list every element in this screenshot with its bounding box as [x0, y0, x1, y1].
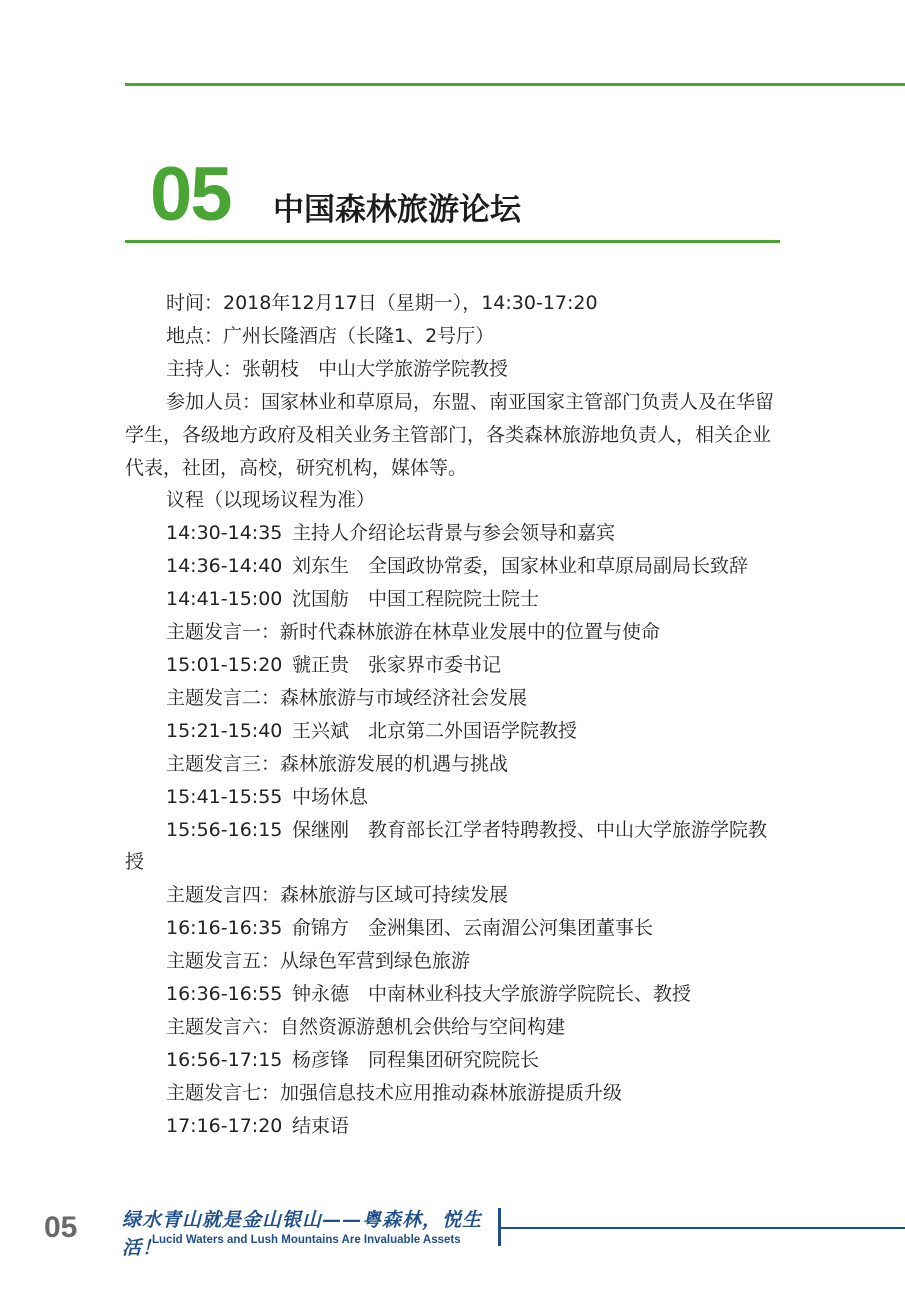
agenda-text: 杨彦锋 同程集团研究院院长	[292, 1048, 540, 1071]
agenda-item	[125, 748, 785, 781]
agenda-item	[125, 781, 785, 814]
agenda-time: 17:16-17:20	[166, 1114, 283, 1137]
agenda-item	[125, 1110, 785, 1143]
agenda-text: 主题发言七：加强信息技术应用推动森林旅游提质升级	[166, 1081, 623, 1104]
footer-slogan: 绿水青山就是金山银山——粤森林，悦生活！	[122, 1209, 483, 1259]
agenda-item	[125, 1044, 785, 1077]
agenda-item	[125, 1077, 785, 1110]
agenda-time: 14:41-15:00	[166, 588, 283, 611]
agenda-item	[125, 814, 785, 880]
agenda-time: 14:36-14:40	[166, 555, 283, 578]
info-location: 地点：广州长隆酒店（长隆1、2号厅）	[166, 324, 495, 347]
forum-content	[125, 287, 785, 1143]
agenda-item	[125, 517, 785, 550]
page-number: 05	[44, 1211, 78, 1244]
agenda-text: 刘东生 全国政协常委，国家林业和草原局副局长致辞	[292, 555, 749, 578]
info-time: 时间：2018年12月17日（星期一），14:30-17:20	[166, 292, 598, 314]
agenda-item	[125, 682, 785, 715]
info-host: 主持人：张朝枝 中山大学旅游学院教授	[166, 357, 509, 380]
agenda-text: 钟永德 中南林业科技大学旅游学院院长、教授	[292, 983, 692, 1006]
agenda-item	[125, 649, 785, 682]
title-rule	[125, 240, 780, 243]
agenda-text: 主题发言五：从绿色军营到绿色旅游	[166, 950, 471, 973]
agenda-time: 15:41-15:55	[166, 785, 283, 808]
agenda-text: 沈国舫 中国工程院院士院士	[292, 588, 540, 611]
agenda-item	[125, 550, 785, 583]
agenda-item	[125, 583, 785, 616]
agenda-list	[125, 517, 785, 1142]
agenda-text: 主题发言二：森林旅游与市域经济社会发展	[166, 686, 528, 709]
section-number: 05	[150, 152, 231, 237]
agenda-text: 王兴斌 北京第二外国语学院教授	[292, 719, 578, 742]
agenda-text: 虢正贵 张家界市委书记	[292, 653, 502, 676]
top-rule	[125, 83, 905, 86]
agenda-text: 保继刚 教育部长江学者特聘教授、中山大学旅游学院教授	[125, 818, 768, 874]
agenda-item	[125, 1011, 785, 1044]
section-title: 中国森林旅游论坛	[273, 192, 521, 228]
agenda-time: 15:01-15:20	[166, 653, 283, 676]
agenda-text: 中场休息	[292, 785, 369, 808]
agenda-text: 主持人介绍论坛背景与参会领导和嘉宾	[292, 522, 616, 545]
info-participants: 参加人员：国家林业和草原局，东盟、南亚国家主管部门负责人及在华留学生，各级地方政府及相关业务主管部门，各类森林旅游地负责人，相关企业代表，社团，高校，研究机构，媒体等。	[125, 390, 775, 479]
agenda-text: 俞锦方 金洲集团、云南湄公河集团董事长	[292, 917, 654, 940]
agenda-time: 16:36-16:55	[166, 983, 283, 1006]
agenda-time: 15:21-15:40	[166, 719, 283, 742]
footer-slogan-en: Lucid Waters and Lush Mountains Are Invaluable Assets	[152, 1234, 461, 1246]
agenda-item	[125, 912, 785, 945]
agenda-item	[125, 978, 785, 1011]
agenda-item	[125, 945, 785, 978]
agenda-item	[125, 616, 785, 649]
agenda-text: 结束语	[292, 1114, 350, 1137]
agenda-heading: 议程（以现场议程为准）	[166, 489, 376, 512]
agenda-item	[125, 715, 785, 748]
agenda-time: 16:56-17:15	[166, 1048, 283, 1071]
agenda-text: 主题发言三：森林旅游发展的机遇与挑战	[166, 752, 509, 775]
agenda-item	[125, 879, 785, 912]
agenda-text: 主题发言一：新时代森林旅游在林草业发展中的位置与使命	[166, 621, 661, 644]
agenda-time: 16:16-16:35	[166, 917, 283, 940]
agenda-text: 主题发言六：自然资源游憩机会供给与空间构建	[166, 1015, 566, 1038]
agenda-text: 主题发言四：森林旅游与区域可持续发展	[166, 884, 509, 907]
footer-rule	[498, 1227, 905, 1229]
agenda-time: 15:56-16:15	[166, 818, 283, 841]
agenda-time: 14:30-14:35	[166, 522, 283, 545]
